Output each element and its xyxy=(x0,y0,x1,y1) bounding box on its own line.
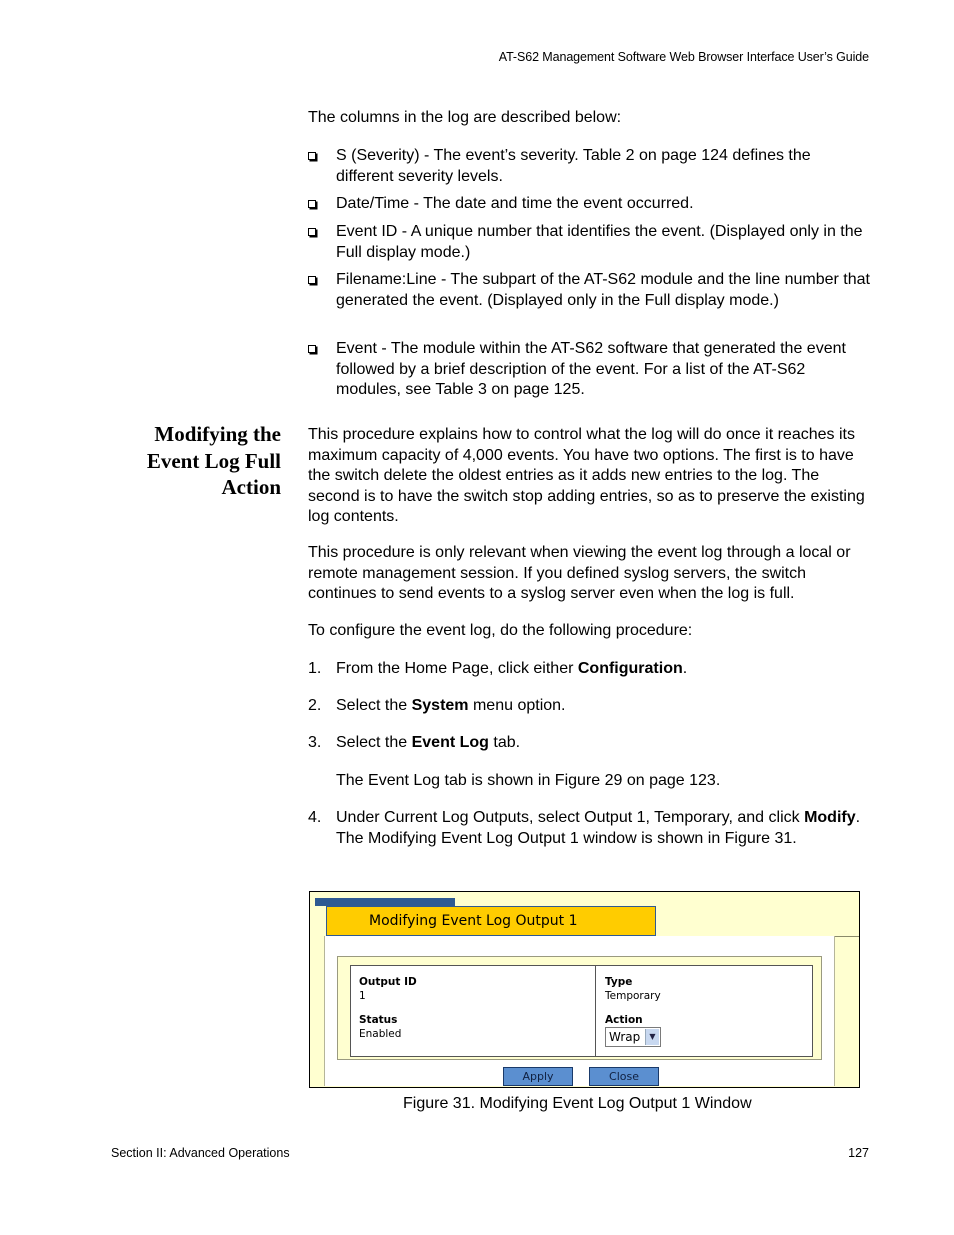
step-text: From the Home Page, click either Configuration. xyxy=(336,660,688,677)
intro-paragraph: The columns in the log are described below: xyxy=(308,109,622,126)
bullet-item xyxy=(308,222,870,263)
section-heading-line: Action xyxy=(221,475,281,499)
settings-table xyxy=(350,965,813,1057)
window-body xyxy=(324,936,835,1086)
step-number: 2. xyxy=(308,697,322,714)
step-item xyxy=(308,696,870,717)
status-label: Status xyxy=(359,1014,398,1026)
window-title: Modifying Event Log Output 1 xyxy=(326,906,656,936)
step-number: 3. xyxy=(308,734,322,751)
checkbox-bullet-icon xyxy=(308,200,316,208)
checkbox-bullet-icon xyxy=(308,276,316,284)
running-header: AT-S62 Management Software Web Browser Interface User’s Guide xyxy=(498,50,869,64)
step-number: 4. xyxy=(308,809,322,826)
step-item xyxy=(308,733,870,754)
step-text: Select the Event Log tab. xyxy=(336,734,521,751)
bullet-text: S (Severity) - The event’s severity. Table 2 on page 124 defines the different severity levels. xyxy=(336,147,811,185)
apply-button[interactable]: Apply xyxy=(503,1067,573,1086)
step-item xyxy=(308,808,870,870)
chevron-down-icon[interactable]: ▼ xyxy=(645,1029,659,1045)
checkbox-bullet-icon xyxy=(308,228,316,236)
step-number: 1. xyxy=(308,660,322,677)
checkbox-bullet-icon xyxy=(308,152,316,160)
action-select[interactable] xyxy=(605,1027,661,1047)
section-paragraph: This procedure is only relevant when viewing the event log through a local or remote management session. If you defined syslog servers, the switch continues to send events to a syslog server even when the log is full. xyxy=(308,544,851,602)
window-tab-strip xyxy=(315,898,455,906)
figure-caption: Figure 31. Modifying Event Log Output 1 Window xyxy=(403,1095,752,1112)
bullet-item xyxy=(308,146,870,187)
output-id-label: Output ID xyxy=(359,976,417,988)
footer-section: Section II: Advanced Operations xyxy=(111,1146,290,1160)
action-label: Action xyxy=(605,1014,643,1026)
action-select-value: Wrap xyxy=(609,1030,641,1044)
bullet-item xyxy=(308,194,870,215)
step-note-text: The Event Log tab is shown in Figure 29 on page 123. xyxy=(336,772,721,789)
bullet-item xyxy=(308,270,870,332)
bullet-text: Filename:Line - The subpart of the AT-S62 module and the line number that generated the event. (Displayed only in the Full display mode.) xyxy=(336,271,870,309)
step-text: Under Current Log Outputs, select Output 1, Temporary, and click Modify. The Modifying Event Log Output 1 window is shown in Figure 31. xyxy=(336,809,861,847)
close-button[interactable]: Close xyxy=(589,1067,659,1086)
bullet-text: Date/Time - The date and time the event occurred. xyxy=(336,195,694,212)
status-value: Enabled xyxy=(359,1028,402,1040)
settings-panel xyxy=(337,956,822,1060)
figure-window xyxy=(309,891,860,1088)
bullet-text: Event - The module within the AT-S62 software that generated the event followed by a brief description of the event. For a list of the AT-S62 modules, see Table 3 on page 125. xyxy=(336,340,846,398)
section-heading-line: Modifying the xyxy=(154,422,281,446)
bullet-text: Event ID - A unique number that identifies the event. (Displayed only in the Full display mode.) xyxy=(336,223,863,261)
section-heading xyxy=(101,421,281,501)
step-text: Select the System menu option. xyxy=(336,697,566,714)
page-number: 127 xyxy=(848,1146,869,1160)
section-heading-line: Event Log Full xyxy=(146,448,281,473)
step-note xyxy=(308,771,870,792)
section-paragraph: This procedure explains how to control what the log will do once it reaches its maximum capacity of 4,000 events. You have two options. The first is to have the switch delete the oldest entries as it adds new entries to the log. The second is to have the switch stop adding entries, so as to preserve the existing log contents. xyxy=(308,426,865,525)
step-item xyxy=(308,659,870,680)
checkbox-bullet-icon xyxy=(308,345,316,353)
output-id-value: 1 xyxy=(359,990,366,1002)
section-paragraph: To configure the event log, do the following procedure: xyxy=(308,622,693,639)
divider xyxy=(595,966,596,1056)
type-label: Type xyxy=(605,976,633,988)
bullet-item xyxy=(308,339,870,401)
type-value: Temporary xyxy=(605,990,661,1002)
